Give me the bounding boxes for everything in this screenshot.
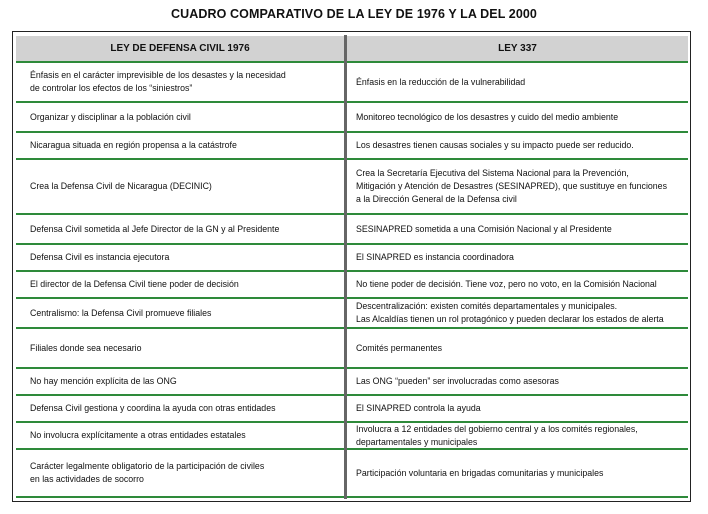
cell-ley-1976: [30, 369, 330, 394]
table-row: [16, 367, 688, 394]
cell-text-line: Organizar y disciplinar a la población civil: [30, 111, 191, 122]
cell-text-line: El director de la Defensa Civil tiene poder de decisión: [30, 279, 239, 289]
table-row: [16, 270, 688, 297]
cell-text-line: SESINAPRED sometida a una Comisión Nacional y al Presidente: [356, 223, 612, 234]
column-divider: [344, 35, 347, 499]
table-row: [16, 131, 688, 158]
table-row: [16, 394, 688, 421]
cell-text-line: Nicaragua situada en región propensa a la catástrofe: [30, 140, 237, 150]
cell-ley-337: [356, 369, 686, 394]
cell-text-line: Defensa Civil sometida al Jefe Director de la GN y al Presidente: [30, 223, 280, 234]
cell-text-line: a la Dirección General de la Defensa civil: [356, 194, 517, 204]
cell-ley-337: [356, 450, 686, 496]
cell-text-line: Involucra a 12 entidades del gobierno central y a los comités regionales,: [356, 423, 638, 434]
cell-text-line: Los desastres tienen causas sociales y su impacto puede ser reducido.: [356, 140, 634, 150]
cell-text-line: Comités permanentes: [356, 342, 443, 353]
cell-ley-337: [356, 423, 686, 448]
table-row: [16, 297, 688, 327]
cell-text-line: Las ONG “pueden” ser involucradas como asesoras: [356, 376, 559, 386]
comparison-table: [12, 31, 691, 502]
cell-text-line: El SINAPRED controla la ayuda: [356, 403, 481, 413]
cell-text-line: Defensa Civil gestiona y coordina la ayuda con otras entidades: [30, 403, 276, 413]
cell-text-line: No tiene poder de decisión. Tiene voz, pero no voto, en la Comisión Nacional: [356, 279, 657, 289]
cell-ley-1976: [30, 329, 330, 367]
cell-ley-337: [356, 133, 686, 158]
cell-ley-1976: [30, 299, 330, 327]
cell-text-line: Centralismo: la Defensa Civil promueve filiales: [30, 307, 212, 318]
cell-text-line: Descentralización: existen comités departamentales y municipales.: [356, 301, 618, 311]
cell-text-line: en las actividades de socorro: [30, 474, 144, 484]
cell-text-line: Carácter legalmente obligatorio de la participación de civiles: [30, 461, 265, 471]
cell-ley-337: [356, 396, 686, 421]
cell-text-line: de controlar los efectos de los “siniestros”: [30, 83, 193, 93]
cell-ley-337: [356, 245, 686, 270]
column-header-ley-1976: LEY DE DEFENSA CIVIL 1976: [16, 36, 344, 61]
cell-text-line: Las Alcaldías tienen un rol protagónico y pueden declarar los estados de alerta: [356, 314, 664, 324]
cell-text-line: departamentales y municipales: [356, 436, 478, 447]
cell-ley-1976: [30, 103, 330, 131]
table-row: [16, 327, 688, 367]
cell-ley-337: [356, 329, 686, 367]
table-row: [16, 448, 688, 496]
column-header-ley-337: LEY 337: [347, 36, 688, 61]
cell-text-line: No hay mención explícita de las ONG: [30, 376, 177, 386]
cell-text-line: No involucra explícitamente a otras entidades estatales: [30, 430, 246, 440]
table-row: [16, 61, 688, 101]
cell-text-line: Participación voluntaria en brigadas comunitarias y municipales: [356, 467, 604, 478]
table-row: [16, 421, 688, 448]
cell-text-line: Defensa Civil es instancia ejecutora: [30, 252, 170, 262]
cell-text-line: Filiales donde sea necesario: [30, 342, 142, 353]
cell-ley-1976: [30, 450, 330, 496]
cell-ley-1976: [30, 245, 330, 270]
cell-ley-337: [356, 299, 686, 327]
table-row: [16, 101, 688, 131]
cell-text-line: Crea la Secretaría Ejecutiva del Sistema Nacional para la Prevención,: [356, 168, 629, 178]
cell-ley-337: [356, 215, 686, 243]
cell-text-line: Mitigación y Atención de Desastres (SESINAPRED), que sustituye en funciones: [356, 181, 667, 191]
cell-ley-1976: [30, 63, 330, 101]
cell-ley-1976: [30, 272, 330, 297]
table-bottom-rule: [16, 496, 688, 498]
cell-text-line: Énfasis en la reducción de la vulnerabilidad: [356, 76, 526, 87]
table-row: [16, 213, 688, 243]
cell-ley-1976: [30, 215, 330, 243]
cell-text-line: Énfasis en el carácter imprevisible de los desastes y la necesidad: [30, 70, 286, 80]
table-row: [16, 243, 688, 270]
cell-ley-1976: [30, 133, 330, 158]
cell-ley-337: [356, 63, 686, 101]
page-title: CUADRO COMPARATIVO DE LA LEY DE 1976 Y LA DEL 2000: [171, 7, 537, 21]
cell-ley-1976: [30, 423, 330, 448]
cell-text-line: Monitoreo tecnológico de los desastres y cuido del medio ambiente: [356, 111, 619, 122]
cell-ley-337: [356, 103, 686, 131]
cell-ley-1976: [30, 396, 330, 421]
cell-text-line: El SINAPRED es instancia coordinadora: [356, 252, 514, 262]
cell-text-line: Crea la Defensa Civil de Nicaragua (DECINIC): [30, 181, 212, 191]
cell-ley-1976: [30, 160, 330, 213]
cell-ley-337: [356, 272, 686, 297]
table-row: [16, 158, 688, 213]
cell-ley-337: [356, 160, 686, 213]
